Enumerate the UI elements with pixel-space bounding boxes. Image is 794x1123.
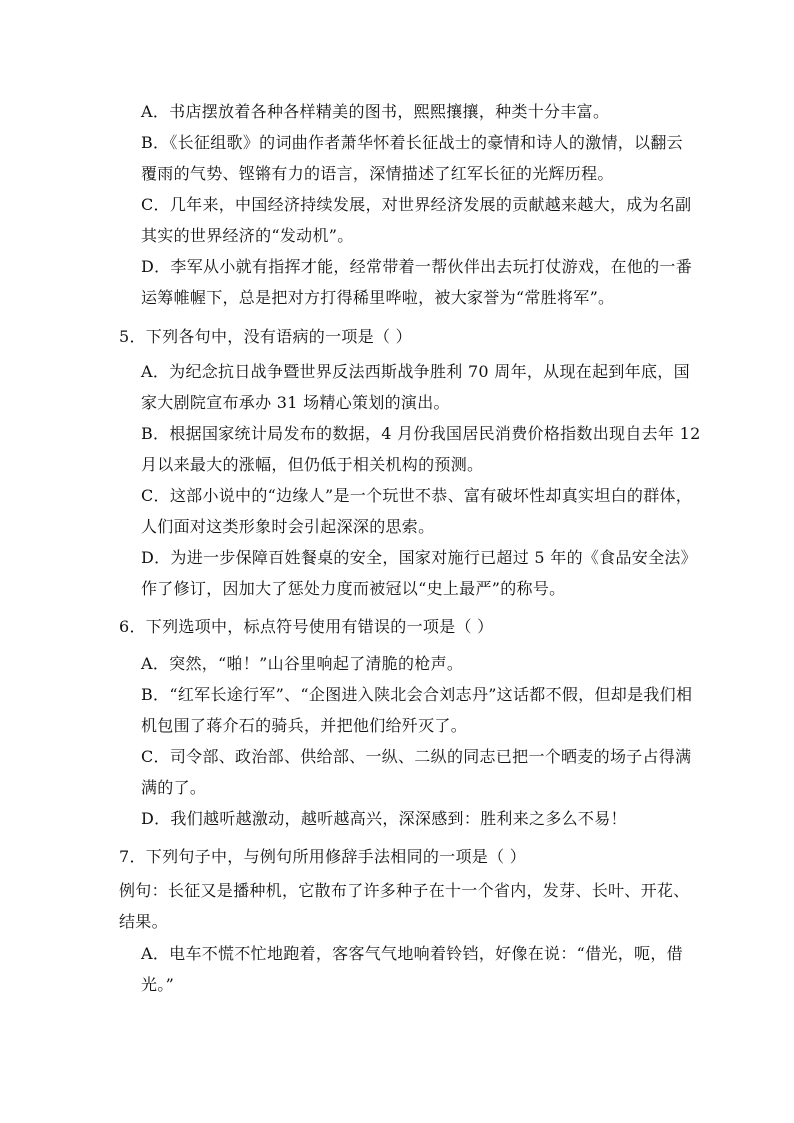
- q4-option-b-cont: 覆雨的气势、铿锵有力的语言，深情描述了红军长征的光辉历程。: [141, 164, 614, 183]
- q5-option-d: D．为进一步保障百姓餐桌的安全，国家对施行已超过 5 年的《食品安全法》: [141, 548, 697, 567]
- q7-option-a: A．电车不慌不忙地跑着，客客气气地响着铃铛，好像在说：“借光，呃，借: [141, 944, 683, 963]
- q6-option-c: C．司令部、政治部、供给部、一纵、二纵的同志已把一个晒麦的场子占得满: [141, 747, 692, 766]
- q5-option-a: A．为纪念抗日战争暨世界反法西斯战争胜利 70 周年，从现在起到年底，国: [141, 362, 690, 381]
- q6-option-c-cont: 满的了。: [141, 778, 207, 797]
- q4-option-d: D．李军从小就有指挥才能，经常带着一帮伙伴出去玩打仗游戏，在他的一番: [141, 257, 693, 276]
- q5-option-b: B．根据国家统计局发布的数据，4 月份我国居民消费价格指数出现自去年 12: [141, 424, 701, 443]
- q4-option-a: A．书店摆放着各种各样精美的图书，熙熙攘攘，种类十分丰富。: [141, 102, 610, 121]
- q4-option-c-cont: 其实的世界经济的“发动机”。: [141, 226, 354, 245]
- q6-option-b-cont: 机包围了蒋介石的骑兵，并把他们给歼灭了。: [141, 716, 468, 735]
- q4-option-b: B．《长征组歌》的词曲作者萧华怀着长征战士的豪情和诗人的激情，以翻云: [141, 133, 683, 152]
- q6-option-a: A．突然，“啪！”山谷里响起了清脆的枪声。: [141, 654, 464, 673]
- q4-option-c: C．几年来，中国经济持续发展，对世界经济发展的贡献越来越大，成为名副: [141, 195, 692, 214]
- q7-example: 例句：长征又是播种机，它散布了许多种子在十一个省内，发芽、长叶、开花、: [119, 881, 690, 900]
- q7-option-a-cont: 光。”: [141, 975, 175, 994]
- q5-option-d-cont: 作了修订，因加大了惩处力度而被冠以“史上最严”的称号。: [141, 579, 566, 598]
- q5-option-c-cont: 人们面对这类形象时会引起深深的思索。: [141, 517, 435, 536]
- q5-option-a-cont: 家大剧院宣布承办 31 场精心策划的演出。: [141, 393, 450, 412]
- q6-stem: 6．下列选项中，标点符号使用有错误的一项是（ ）: [119, 617, 494, 636]
- q7-example-cont: 结果。: [119, 912, 168, 931]
- q6-option-d: D．我们越听越激动，越听越高兴，深深感到：胜利来之多么不易！: [141, 809, 627, 828]
- q5-option-c: C．这部小说中的“边缘人”是一个玩世不恭、富有破坏性却真实坦白的群体，: [141, 486, 693, 505]
- q6-option-b: B．“红军长途行军”、“企图进入陕北会合刘志丹”这话都不假，但却是我们相: [141, 685, 693, 704]
- q5-option-b-cont: 月以来最大的涨幅，但仍低于相关机构的预测。: [141, 455, 484, 474]
- q5-stem: 5．下列各句中，没有语病的一项是（ ）: [119, 327, 412, 346]
- q4-option-d-cont: 运筹帷幄下，总是把对方打得稀里哗啦，被大家誉为“常胜将军”。: [141, 288, 615, 307]
- q7-stem: 7．下列句子中，与例句所用修辞手法相同的一项是（ ）: [119, 847, 527, 866]
